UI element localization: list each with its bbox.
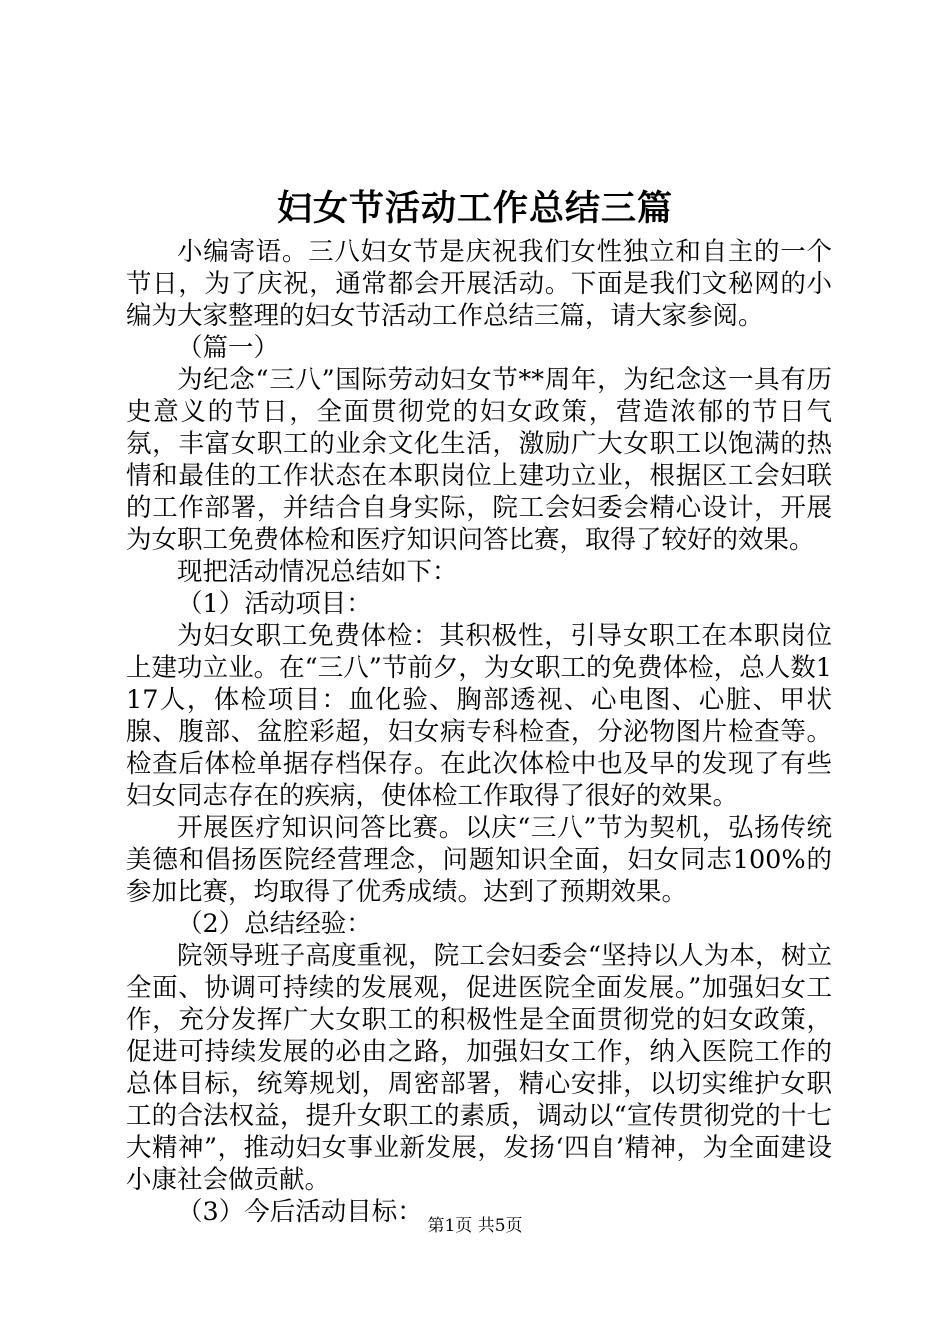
paragraph-summary-lead: 现把活动情况总结如下： xyxy=(177,557,458,587)
document-title: 妇女节活动工作总结三篇 xyxy=(276,188,673,229)
section-heading-experience: （2）总结经验： xyxy=(177,909,372,939)
section-heading-future-goals: （3）今后活动目标： xyxy=(177,1197,423,1227)
paragraph-health-check: 为妇女职工免费体检：其积极性，引导女职工在本职岗位上建功立业。在“三八”节前夕，为女职工的免费体检，总人数117人，体检项目：血化验、胸部透视、心电图、心脏、甲状腺、腹部、盆腔彩超，妇女病专科检查，分泌物图片检查等。检查后体检单据存档保存。在此次体检中也及早的发现了有些妇女同志存在的疾病，使体检工作取得了很好的效果。 xyxy=(126,621,832,811)
document-body xyxy=(126,236,832,1228)
section-heading-activities: （1）活动项目： xyxy=(177,589,372,619)
paragraph-quiz: 开展医疗知识问答比赛。以庆“三八”节为契机，弘扬传统美德和倡扬医院经营理念，问题知识全面，妇女同志100%的参加比赛，均取得了优秀成绩。达到了预期效果。 xyxy=(126,813,832,907)
page-number-footer: 第1页 共5页 xyxy=(427,1216,523,1236)
paragraph-intro: 小编寄语。三八妇女节是庆祝我们女性独立和自主的一个节日，为了庆祝，通常都会开展活动。下面是我们文秘网的小编为大家整理的妇女节活动工作总结三篇，请大家参阅。 xyxy=(126,237,832,331)
paragraph-experience: 院领导班子高度重视，院工会妇委会“坚持以人为本，树立全面、协调可持续的发展观，促进医院全面发展。”加强妇女工作，充分发挥广大女职工的积极性是全面贯彻党的妇女政策，促进可持续发展的必由之路，加强妇女工作，纳入医院工作的总体目标，统筹规划，周密部署，精心安排，以切实维护女职工的合法权益，提升女职工的素质，调动以“宣传贯彻党的十七大精神”，推动妇女事业新发展，发扬‘四自’精神，为全面建设小康社会做贡献。 xyxy=(126,941,832,1195)
paragraph-background: 为纪念“三八”国际劳动妇女节**周年，为纪念这一具有历史意义的节日，全面贯彻党的妇女政策，营造浓郁的节日气氛，丰富女职工的业余文化生活，激励广大女职工以饱满的热情和最佳的工作状态在本职岗位上建功立业，根据区工会妇联的工作部署，并结合自身实际，院工会妇委会精心设计，开展为女职工免费体检和医疗知识问答比赛，取得了较好的效果。 xyxy=(126,365,832,555)
section-heading-part-one: （篇一） xyxy=(177,333,280,363)
